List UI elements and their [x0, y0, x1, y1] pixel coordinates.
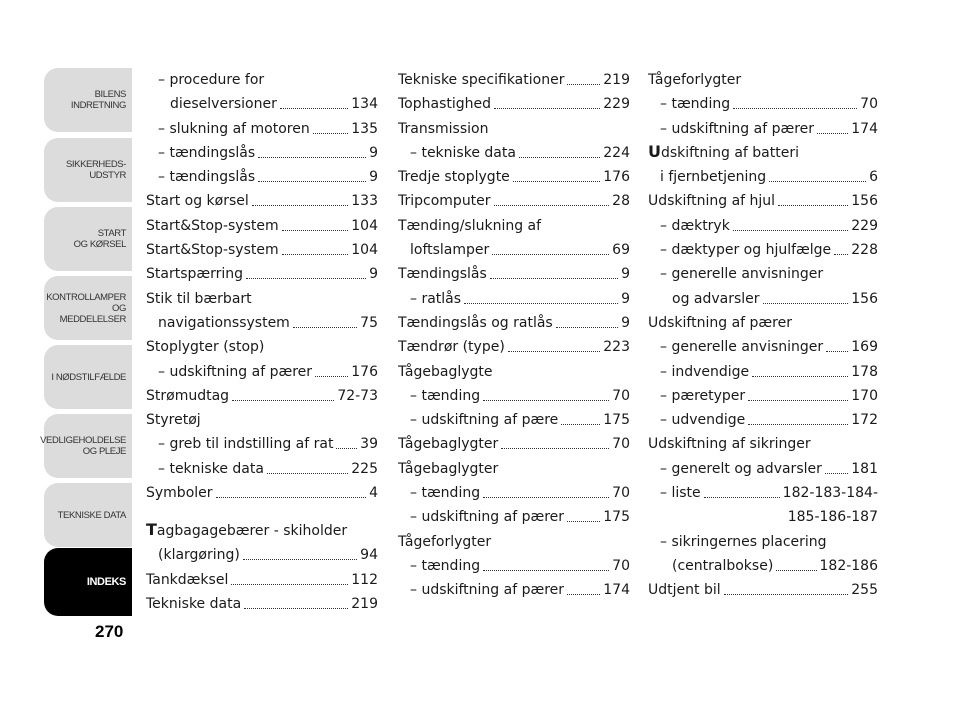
chapter-tab[interactable] [40, 414, 132, 478]
dot-leader [336, 448, 357, 449]
index-entry-text: – udskiftning af pærer [410, 582, 565, 599]
index-entry [648, 556, 878, 576]
index-entry-text: Tredje stoplygte [398, 169, 510, 186]
index-entry [648, 70, 878, 90]
index-entry-text: – generelle anvisninger [660, 339, 824, 356]
index-entry [398, 264, 630, 284]
index-entry-text: Tekniske specifikationer [398, 72, 565, 88]
index-page-ref[interactable]: 70 [612, 485, 630, 502]
dot-leader [246, 278, 366, 279]
dot-leader [492, 254, 609, 255]
index-entry-text: – pæretyper [660, 387, 746, 404]
index-entry [648, 337, 878, 357]
index-entry [648, 216, 878, 236]
index-entry-text: Tekniske data [146, 595, 242, 612]
index-entry-text: – slukning af motoren [158, 120, 310, 137]
index-entry-text: Stik til bærbart [146, 290, 252, 307]
index-entry [398, 313, 630, 333]
index-entry-text: Start&Stop-system [146, 242, 279, 259]
index-entry-text: – tænding [410, 387, 481, 404]
index-page-ref[interactable]: 219 [603, 72, 630, 88]
index-page-ref[interactable]: 9 [369, 266, 378, 283]
dot-leader [724, 594, 849, 595]
index-entry-text: – tekniske data [410, 144, 516, 161]
dot-leader [313, 133, 349, 134]
index-entry [146, 167, 378, 187]
index-entry-text: Start&Stop-system [146, 217, 279, 234]
index-page-ref[interactable]: 75 [360, 314, 378, 331]
chapter-tab[interactable] [44, 345, 132, 409]
dot-leader [556, 327, 618, 328]
index-entry [398, 70, 630, 90]
index-entry-text: i fjernbetjening [660, 169, 767, 186]
index-entry-text: Tophastighed [398, 96, 492, 113]
index-page-ref[interactable]: 174 [603, 582, 630, 599]
index-entry [146, 216, 378, 236]
chapter-tab[interactable] [44, 483, 132, 547]
index-page-ref[interactable]: 224 [603, 144, 630, 161]
index-page-ref[interactable]: 28 [612, 193, 630, 210]
dot-leader [258, 157, 366, 158]
index-page-ref[interactable]: 104 [351, 242, 378, 259]
index-entry [398, 94, 630, 114]
index-entry-text: – generelt og advarsler [660, 460, 822, 477]
index-entry [648, 507, 878, 527]
index-page-ref[interactable]: 219 [351, 595, 378, 612]
dot-leader [567, 521, 600, 522]
index-entry [146, 386, 378, 406]
dot-leader [244, 608, 348, 609]
index-page-ref[interactable]: 172 [851, 412, 878, 429]
dot-leader [567, 594, 600, 595]
index-entry [146, 289, 378, 309]
dot-leader [280, 108, 348, 109]
dot-leader [282, 254, 349, 255]
index-entry [146, 191, 378, 211]
index-entry [648, 483, 878, 503]
dot-leader [763, 303, 849, 304]
index-page-ref[interactable]: 156 [851, 290, 878, 307]
dot-leader [231, 584, 348, 585]
index-entry [648, 459, 878, 479]
index-entry-text: – tekniske data [158, 460, 264, 477]
dot-leader [483, 570, 609, 571]
chapter-tab-label: I NØDSTILFÆLDE [51, 371, 126, 383]
dot-leader [519, 157, 600, 158]
index-entry [398, 459, 630, 479]
index-entry [146, 240, 378, 260]
index-page-ref[interactable]: 223 [603, 339, 630, 356]
index-entry [146, 119, 378, 139]
dot-leader [267, 473, 348, 474]
index-page-ref[interactable]: 9 [369, 169, 378, 186]
index-entry-text: navigationssystem [158, 314, 290, 331]
index-page-ref[interactable]: 72-73 [337, 387, 378, 404]
index-page-ref[interactable]: 170 [851, 387, 878, 404]
index-entry [398, 337, 630, 357]
dot-leader [252, 205, 348, 206]
index-entry [398, 434, 630, 454]
index-entry [146, 459, 378, 479]
index-entry-text: – procedure for [158, 72, 265, 88]
dot-leader [567, 84, 600, 85]
index-page-ref[interactable]: 181 [851, 460, 878, 477]
index-page-ref[interactable]: 182-186 [819, 557, 878, 574]
chapter-tab-label: TEKNISKE DATA [57, 509, 126, 521]
index-entry [648, 386, 878, 406]
index-entry-text: Tænding/slukning af [398, 217, 542, 234]
index-letter-initial: T [146, 520, 157, 540]
index-entry-text [146, 520, 347, 541]
index-entry-text: Udskiftning af pærer [648, 314, 792, 331]
index-entry-text: Tændingslås [398, 266, 487, 283]
dot-leader [733, 230, 848, 231]
chapter-tab[interactable] [44, 68, 132, 132]
dot-leader [508, 351, 600, 352]
dot-leader [483, 400, 609, 401]
index-entry [648, 191, 878, 211]
dot-leader [464, 303, 618, 304]
index-entry [398, 532, 630, 552]
index-entry-text: Tågebaglygter [398, 436, 499, 453]
index-page-ref[interactable]: 134 [351, 96, 378, 113]
index-entry [648, 410, 878, 430]
index-page-ref[interactable]: 9 [621, 290, 630, 307]
index-entry-text: Styretøj [146, 412, 201, 429]
index-entry [648, 532, 878, 552]
index-entry-text: Startspærring [146, 266, 244, 283]
index-entry-text: – ratlås [410, 290, 462, 307]
index-page-ref[interactable]: 156 [851, 193, 878, 210]
index-entry-text: Stoplygter (stop) [146, 339, 265, 356]
index-entry-text: – udvendige [660, 412, 746, 429]
dot-leader [483, 497, 609, 498]
page-number: 270 [95, 622, 124, 641]
index-letter-initial: U [648, 141, 661, 161]
index-entry-text: – udskiftning af pærer [410, 509, 565, 526]
chapter-tab-label: KONTROLLAMPER OG MEDDELELSER [46, 291, 126, 325]
index-entry [648, 580, 878, 600]
index-page-ref[interactable]: 133 [351, 193, 378, 210]
index-page-ref[interactable]: 229 [603, 96, 630, 113]
index-entry [648, 240, 878, 260]
index-entry-text: Transmission [398, 120, 489, 137]
index-page-ref[interactable]: 178 [851, 363, 878, 380]
chapter-tab-label: BILENS INDRETNING [70, 89, 126, 111]
index-entry [146, 570, 378, 590]
dot-leader [513, 181, 600, 182]
index-entry-text: – tænding [410, 485, 481, 502]
index-entry-text: – dæktyper og hjulfælge [660, 242, 832, 259]
index-entry [398, 410, 630, 430]
index-entry [146, 410, 378, 430]
index-entry-text: Udskiftning af hjul [648, 193, 776, 210]
index-entry [648, 289, 878, 309]
index-entry [146, 521, 378, 541]
index-entry [398, 362, 630, 382]
dot-leader [232, 400, 334, 401]
index-entry [146, 313, 378, 333]
index-page-ref[interactable]: 185-186-187 [787, 509, 878, 526]
index-entry [398, 216, 630, 236]
index-entry-text: Tågebaglygter [398, 460, 499, 477]
index-entry-text [648, 142, 799, 163]
index-entry [648, 119, 878, 139]
index-entry [648, 313, 878, 333]
index-entry-text: – dæktryk [660, 217, 730, 234]
dot-leader [776, 570, 816, 571]
index-entry [398, 289, 630, 309]
dot-leader [501, 448, 609, 449]
index-entry [146, 337, 378, 357]
index-entry-text: – indvendige [660, 363, 750, 380]
chapter-tab[interactable] [44, 276, 132, 340]
index-entry-text: Udskiftning af sikringer [648, 436, 811, 453]
index-entry-text: Tankdæksel [146, 571, 229, 588]
index-page-ref[interactable]: 135 [351, 120, 378, 137]
index-entry-text: Strømudtag [146, 387, 230, 404]
dot-leader [733, 108, 857, 109]
index-page-ref[interactable]: 175 [603, 509, 630, 526]
chapter-tab[interactable] [44, 138, 132, 202]
dot-leader [315, 376, 348, 377]
dot-leader [494, 205, 610, 206]
index-column-1 [146, 70, 378, 618]
index-page-ref[interactable]: 4 [369, 485, 378, 502]
index-entry-text: – sikringernes placering [660, 533, 827, 550]
index-entry-text: – tændingslås [158, 169, 256, 186]
index-page-ref[interactable]: 174 [851, 120, 878, 137]
index-entry-text: Tågeforlygter [648, 72, 742, 88]
index-page-ref[interactable]: 9 [369, 144, 378, 161]
index-page-ref[interactable]: 70 [612, 557, 630, 574]
index-page-ref[interactable]: 176 [351, 363, 378, 380]
index-page-ref[interactable]: 175 [603, 412, 630, 429]
index-entry [648, 434, 878, 454]
index-entry-text: Symboler [146, 485, 213, 502]
index-entry-text: – tænding [660, 96, 731, 113]
chapter-tab-label: VEDLIGEHOLDELSE OG PLEJE [40, 435, 126, 457]
index-page-ref[interactable]: 176 [603, 169, 630, 186]
index-entry [398, 143, 630, 163]
index-entry [146, 483, 378, 503]
index-page-ref[interactable]: 94 [360, 547, 378, 564]
index-page-ref[interactable]: 169 [851, 339, 878, 356]
index-entry-rest: dskiftning af batteri [661, 144, 799, 161]
dot-leader [748, 400, 848, 401]
chapter-tab-label: INDEKS [86, 575, 126, 588]
index-entry-text: – tænding [410, 557, 481, 574]
index-entry [398, 119, 630, 139]
index-entry-text: Tændingslås og ratlås [398, 314, 553, 331]
chapter-tab-label: START OG KØRSEL [73, 228, 126, 250]
index-entry [146, 545, 378, 565]
index-entry-text: – tændingslås [158, 144, 256, 161]
index-entry [146, 70, 378, 90]
index-entry-text: (klargøring) [158, 547, 240, 564]
dot-leader [826, 351, 848, 352]
index-page-ref[interactable]: 255 [851, 582, 878, 599]
index-entry-text: – greb til indstilling af rat [158, 436, 334, 453]
index-entry [398, 483, 630, 503]
index-entry-text: – udskiftning af pærer [660, 120, 815, 137]
index-page-ref[interactable]: 225 [351, 460, 378, 477]
index-entry [398, 240, 630, 260]
dot-leader [817, 133, 848, 134]
index-entry [648, 264, 878, 284]
index-entry-text: – udskiftning af pære [410, 412, 559, 429]
index-entry-text: – udskiftning af pærer [158, 363, 313, 380]
index-entry-text: og advarsler [672, 290, 760, 307]
index-entry-text: Tripcomputer [398, 193, 491, 210]
index-page-ref[interactable]: 182-183-184- [782, 485, 878, 502]
dot-leader [282, 230, 349, 231]
index-entry-text: (centralbokse) [672, 557, 774, 574]
index-entry [146, 143, 378, 163]
chapter-tab[interactable] [44, 548, 132, 616]
index-entry [146, 362, 378, 382]
index-entry-text: loftslamper [410, 242, 490, 259]
index-page-ref[interactable]: 69 [612, 242, 630, 259]
index-page-ref[interactable]: 70 [612, 436, 630, 453]
dot-leader [258, 181, 366, 182]
index-entry [398, 507, 630, 527]
index-page-ref[interactable]: 39 [360, 436, 378, 453]
index-page-ref[interactable]: 70 [860, 96, 878, 113]
index-entry [398, 167, 630, 187]
index-entry-rest: agbagagebærer - skiholder [156, 523, 348, 540]
index-entry [146, 264, 378, 284]
dot-leader [704, 497, 780, 498]
index-entry [146, 434, 378, 454]
dot-leader [561, 424, 600, 425]
index-column-3 [648, 70, 878, 605]
index-entry-text: Tågebaglygte [398, 363, 493, 380]
index-page-ref[interactable]: 9 [621, 314, 630, 331]
index-entry [146, 94, 378, 114]
chapter-tab[interactable] [44, 207, 132, 271]
index-page-ref[interactable]: 112 [351, 571, 378, 588]
dot-leader [778, 205, 848, 206]
index-column-2 [398, 70, 630, 605]
chapter-tab-label: SIKKERHEDS- UDSTYR [65, 159, 126, 181]
dot-leader [490, 278, 618, 279]
dot-leader [834, 254, 848, 255]
index-page-ref[interactable]: 6 [869, 169, 878, 186]
index-entry [398, 580, 630, 600]
index-entry [648, 362, 878, 382]
index-entry [398, 386, 630, 406]
index-entry-text: Start og kørsel [146, 193, 249, 210]
index-page-ref[interactable]: 9 [621, 266, 630, 283]
dot-leader [752, 376, 848, 377]
index-page-ref[interactable]: 70 [612, 387, 630, 404]
dot-leader [243, 559, 357, 560]
index-entry-text: – liste [660, 485, 701, 502]
index-page-ref[interactable]: 228 [851, 242, 878, 259]
dot-leader [769, 181, 866, 182]
index-entry [398, 191, 630, 211]
index-entry-text: Udtjent bil [648, 582, 721, 599]
index-entry [648, 143, 878, 163]
dot-leader [748, 424, 848, 425]
index-entry-text: Tændrør (type) [398, 339, 505, 356]
index-entry [648, 167, 878, 187]
index-entry-text: Tågeforlygter [398, 533, 492, 550]
index-entry-text: dieselversioner [170, 96, 277, 113]
dot-leader [494, 108, 600, 109]
dot-leader [293, 327, 357, 328]
dot-leader [825, 473, 848, 474]
dot-leader [216, 497, 367, 498]
index-page-ref[interactable]: 229 [851, 217, 878, 234]
index-entry [398, 556, 630, 576]
index-page-ref[interactable]: 104 [351, 217, 378, 234]
index-entry [146, 594, 378, 614]
index-entry-text: – generelle anvisninger [660, 266, 824, 283]
index-entry [648, 94, 878, 114]
